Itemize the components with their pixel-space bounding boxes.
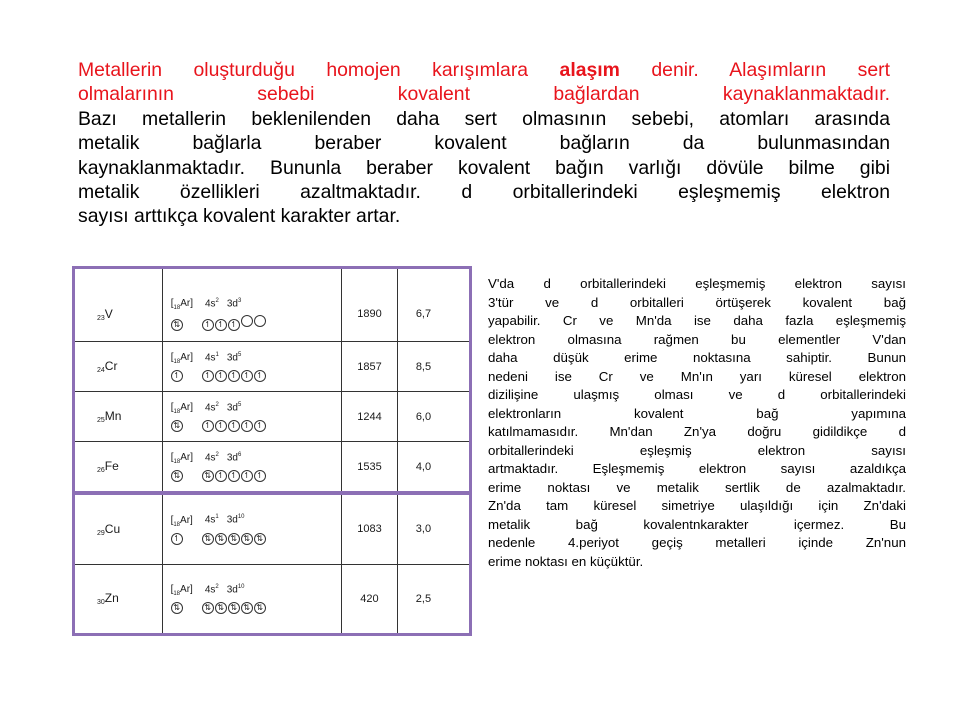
hardness-cell: 3,0 xyxy=(397,495,469,564)
subshell-3d xyxy=(227,452,241,463)
intro-line-1: Metallerin oluşturduğu homojen karışımlara alaşım denir. Alaşımların sert xyxy=(78,59,890,81)
orbital-circle: ⇅ xyxy=(171,470,183,482)
table-row xyxy=(75,342,469,392)
atomic-number: 23 xyxy=(97,314,105,322)
orbital-circle: ↿ xyxy=(215,370,227,382)
orbital-diagram xyxy=(171,369,342,382)
configuration-cell xyxy=(162,342,342,392)
table-row xyxy=(75,442,469,491)
orbital-circle: ↿ xyxy=(254,470,266,482)
explanation-line: yapabilir. Cr ve Mn'da ise daha fazla eşleşmemiş xyxy=(488,313,906,328)
noble-gas-z: 18 xyxy=(173,409,181,416)
atomic-number: 25 xyxy=(97,417,105,425)
element-table-grid xyxy=(75,495,469,633)
explanation-line: katılmamasıdır. Mn'dan Zn'ya doğru gidildikçe d xyxy=(488,424,906,439)
noble-gas-core: $[_{18}Ar]$ xyxy=(170,298,193,312)
noble-gas-z: 18 xyxy=(173,521,181,528)
orbital-diagram xyxy=(171,532,342,545)
intro-line-7: sayısı arttıkça kovalent karakter artar. xyxy=(78,205,401,228)
element-symbol: Cr xyxy=(104,359,118,374)
element-cell xyxy=(75,495,162,564)
noble-gas-symbol: Ar xyxy=(180,584,191,596)
element-cell xyxy=(75,564,162,633)
subshell-electrons: 2 xyxy=(215,583,219,590)
explanation-line: elektron olmasına rağmen bu elementler V'dan xyxy=(488,331,906,347)
configuration-notation xyxy=(163,451,342,465)
configuration-cell xyxy=(162,564,342,633)
orbital-circle: ↿ xyxy=(254,370,266,382)
subshell-label: 4s xyxy=(204,584,216,596)
table-header-cell xyxy=(162,269,342,288)
subshell-electrons: 1 xyxy=(215,351,219,358)
atomic-number: 26 xyxy=(97,467,105,475)
element-cell xyxy=(75,288,162,342)
table-header-row xyxy=(75,269,469,288)
subshell-3d xyxy=(227,352,241,363)
subshell-electrons: 5 xyxy=(238,351,242,358)
orbital-circle: ↿ xyxy=(215,319,227,331)
table-header-cell xyxy=(342,269,398,288)
subshell-electrons: 2 xyxy=(215,451,219,458)
orbital-circle: ↿ xyxy=(202,370,214,382)
orbital-circle: ↿ xyxy=(241,370,253,382)
element-cell xyxy=(75,442,162,491)
subshell-4s xyxy=(205,452,219,463)
subshell-4s xyxy=(205,298,219,309)
melting-point-cell: 1890 xyxy=(342,288,398,342)
subshell-electrons: 1 xyxy=(215,514,219,521)
subshell-label: 3d xyxy=(226,352,238,364)
orbital-circle: ↿ xyxy=(202,319,214,331)
orbital-circle: ↿ xyxy=(202,420,214,432)
configuration-notation xyxy=(163,401,342,415)
subshell-electrons: 10 xyxy=(237,514,245,521)
element-symbol: V xyxy=(104,306,113,321)
atomic-number: 24 xyxy=(97,367,105,375)
noble-gas-core: $[_{18}Ar]$ xyxy=(170,402,193,416)
noble-gas-symbol: Ar xyxy=(180,452,191,464)
orbital-circle: ⇅ xyxy=(254,533,266,545)
hardness-cell: 2,5 xyxy=(415,592,432,605)
subshell-label: 4s xyxy=(204,402,216,414)
orbital-circle: ↿ xyxy=(228,319,240,331)
noble-gas-symbol: Ar xyxy=(180,352,191,364)
explanation-line: erime noktası en küçüktür. xyxy=(488,553,644,569)
explanation-line: erime noktası ve metalik sertlik de azalmaktadır. xyxy=(488,479,906,495)
explanation-line: 3'tür ve d orbitalleri örtüşerek kovalent bağ xyxy=(488,294,906,310)
configuration-notation xyxy=(163,514,342,528)
hardness-cell: 6,0 xyxy=(397,392,469,442)
orbital-diagram xyxy=(171,601,342,614)
subshell-3d xyxy=(227,584,245,595)
melting-point-cell: 1244 xyxy=(342,392,398,442)
noble-gas-symbol: Ar xyxy=(180,514,191,526)
orbital-diagram xyxy=(171,315,342,331)
subshell-label: 4s xyxy=(204,452,216,464)
orbital-circle: ⇅ xyxy=(215,533,227,545)
orbital-circle: ↿ xyxy=(241,420,253,432)
subshell-4s xyxy=(205,514,219,525)
orbital-circle: ⇅ xyxy=(202,533,214,545)
subshell-electrons: 6 xyxy=(238,451,242,458)
noble-gas-z: 18 xyxy=(173,591,181,598)
explanation-line: artmaktadır. Eşleşmemiş elektron sayısı azaldıkça xyxy=(488,461,906,476)
orbital-circle: ↿ xyxy=(171,370,183,382)
table-header-cell xyxy=(397,269,469,288)
subshell-electrons: 2 xyxy=(215,401,219,408)
subshell-electrons: 5 xyxy=(238,401,242,408)
orbital-circle: ↿ xyxy=(228,470,240,482)
subshell-3d xyxy=(227,298,241,309)
subshell-4s xyxy=(205,352,219,363)
orbital-circle: ⇅ xyxy=(228,533,240,545)
subshell-label: 3d xyxy=(226,584,238,596)
explanation-line: Zn'da tam küresel simetriye ulaşıldığı için Zn'daki xyxy=(488,498,906,513)
noble-gas-core: $[_{18}Ar]$ xyxy=(170,352,193,366)
element-table-grid xyxy=(75,269,469,491)
noble-gas-z: 18 xyxy=(173,459,181,466)
orbital-circle: ↿ xyxy=(228,420,240,432)
term-alasim: alaşım xyxy=(559,59,620,81)
explanation-line: orbitallerindeki eşleşmiş elektron sayısı xyxy=(488,442,906,458)
element-cell xyxy=(75,342,162,392)
noble-gas-core: $[_{18}Ar]$ xyxy=(170,452,193,466)
noble-gas-symbol: Ar xyxy=(180,298,191,310)
orbital-circle: ↿ xyxy=(215,420,227,432)
orbital-circle: ⇅ xyxy=(202,602,214,614)
table-row xyxy=(75,495,469,564)
atomic-number: 30 xyxy=(97,599,105,607)
melting-point-cell: 1083 xyxy=(342,495,398,564)
melting-point-cell: 420 xyxy=(342,564,398,633)
subshell-3d xyxy=(227,514,245,525)
intro-line-4: metalik bağlarla beraber kovalent bağların da bulunmasından xyxy=(78,132,890,155)
configuration-notation xyxy=(163,583,342,597)
orbital-circle: ⇅ xyxy=(202,470,214,482)
explanation-line: dizilişine ulaşmış olması ve d orbitallerindeki xyxy=(488,387,906,402)
subshell-electrons: 10 xyxy=(237,583,245,590)
intro-line-2: olmalarının sebebi kovalent bağlardan kaynaklanmaktadır. xyxy=(78,83,890,106)
hardness-cell: 6,7 xyxy=(397,288,469,342)
orbital-circle: ↿ xyxy=(228,370,240,382)
orbital-circle: ⇅ xyxy=(254,602,266,614)
element-symbol: Zn xyxy=(104,591,119,606)
explanation-line: daha düşük erime noktasına sahiptir. Bunun xyxy=(488,350,906,365)
subshell-4s xyxy=(205,584,219,595)
orbital-circle: ↿ xyxy=(241,470,253,482)
explanation-line: metalik bağ kovalentnkarakter içermez. Bu xyxy=(488,516,906,532)
orbital-circle: ↿ xyxy=(254,420,266,432)
configuration-notation xyxy=(163,297,342,311)
orbital-circle: ↿ xyxy=(215,470,227,482)
element-table-bottom xyxy=(72,492,472,636)
noble-gas-core: $[_{18}Ar]$ xyxy=(170,514,193,528)
orbital-circle: ⇅ xyxy=(171,420,183,432)
subshell-3d xyxy=(227,402,241,413)
element-symbol: Mn xyxy=(104,409,122,424)
subshell-electrons: 3 xyxy=(238,298,242,305)
element-cell xyxy=(75,392,162,442)
element-table-top xyxy=(72,266,472,494)
explanation-line: V'da d orbitallerindeki eşleşmemiş elektron sayısı xyxy=(488,276,906,291)
orbital-diagram xyxy=(171,469,342,482)
orbital-circle: ⇅ xyxy=(241,533,253,545)
orbital-circle xyxy=(241,315,253,327)
explanation-line: nedeni ise Cr ve Mn'ın yarı küresel elektron xyxy=(488,368,906,384)
table-header-cell xyxy=(75,269,162,288)
configuration-cell xyxy=(162,288,342,342)
subshell-4s xyxy=(205,402,219,413)
subshell-electrons: 2 xyxy=(215,298,219,305)
intro-line-5: kaynaklanmaktadır. Bununla beraber kovalent bağın varlığı dövüle bilme gibi xyxy=(78,156,890,179)
configuration-cell xyxy=(162,495,342,564)
configuration-cell xyxy=(162,442,342,491)
atomic-number: 29 xyxy=(97,529,105,537)
subshell-label: 3d xyxy=(226,298,238,310)
orbital-circle: ⇅ xyxy=(171,602,183,614)
hardness-cell: 8,5 xyxy=(397,342,469,392)
configuration-cell xyxy=(162,392,342,442)
explanation-line: elektronların kovalent bağ yapımına xyxy=(488,405,906,421)
hardness-cell: 4,0 xyxy=(415,460,432,473)
intro-line-6: metalik özellikleri azaltmaktadır. d orbitallerindeki eşleşmemiş elektron xyxy=(78,181,890,204)
noble-gas-core: $[_{18}Ar]$ xyxy=(170,584,193,598)
subshell-label: 4s xyxy=(204,352,216,364)
element-symbol: Fe xyxy=(104,459,119,474)
melting-point-cell: 1857 xyxy=(342,342,398,392)
subshell-label: 3d xyxy=(226,452,238,464)
explanation-line: nedenle 4.periyot geçiş metalleri içinde Zn'nun xyxy=(488,535,906,550)
explanation-paragraph xyxy=(488,275,906,571)
subshell-label: 4s xyxy=(204,514,216,526)
subshell-label: 3d xyxy=(226,514,238,526)
intro-line-3: Bazı metallerin beklenilenden daha sert olmasının sebebi, atomları arasında xyxy=(78,107,890,130)
intro-paragraph xyxy=(78,58,890,229)
noble-gas-symbol: Ar xyxy=(180,402,191,414)
subshell-label: 3d xyxy=(226,402,238,414)
orbital-circle: ⇅ xyxy=(228,602,240,614)
melting-point-cell: 1535 xyxy=(342,442,398,491)
element-symbol: Cu xyxy=(104,521,121,536)
orbital-circle xyxy=(254,315,266,327)
configuration-notation xyxy=(163,351,342,365)
noble-gas-z: 18 xyxy=(173,359,181,366)
subshell-label: 4s xyxy=(204,298,216,310)
table-row xyxy=(75,288,469,342)
orbital-circle: ⇅ xyxy=(241,602,253,614)
orbital-diagram xyxy=(171,419,342,432)
orbital-circle: ⇅ xyxy=(215,602,227,614)
table-row xyxy=(75,392,469,442)
noble-gas-z: 18 xyxy=(173,305,181,312)
orbital-circle: ↿ xyxy=(171,533,183,545)
orbital-circle: ⇅ xyxy=(171,319,183,331)
table-row xyxy=(75,564,469,633)
